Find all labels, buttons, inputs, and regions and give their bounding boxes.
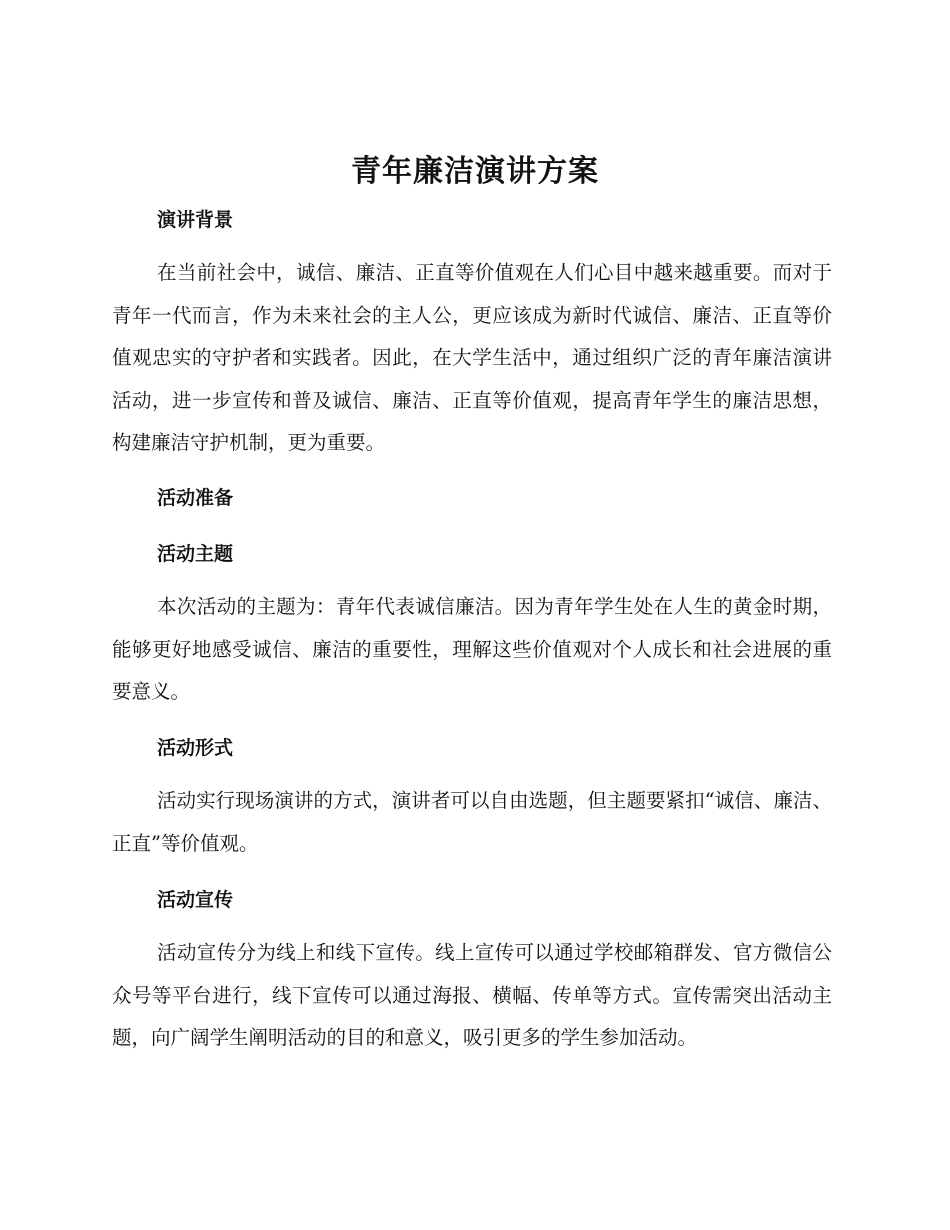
section-paragraph-speech-background: 在当前社会中，诚信、廉洁、正直等价值观在人们心目中越来越重要。而对于青年一代而言，作为未来社会的主人公，更应该成为新时代诚信、廉洁、正直等价值观忠实的守护者和实践者。因此，在大学生活中，通过组织广泛的青年廉洁演讲活动，进一步宣传和普及诚信、廉洁、正直等价值观，提高青年学生的廉洁思想，构建廉洁守护机制，更为重要。 [112,261,832,455]
section-heading-speech-background: 演讲背景 [157,209,234,231]
section-paragraph-activity-promotion: 活动宣传分为线上和线下宣传。线上宣传可以通过学校邮箱群发、官方微信公众号等平台进行，线下宣传可以通过海报、横幅、传单等方式。宣传需突出活动主题，向广阔学生阐明活动的目的和意义，吸引更多的学生参加活动。 [112,941,832,1050]
section-paragraph-activity-theme: 本次活动的主题为：青年代表诚信廉洁。因为青年学生处在人生的黄金时期，能够更好地感受诚信、廉洁的重要性，理解这些价值观对个人成长和社会进展的重要意义。 [112,595,832,704]
section-heading-activity-promotion: 活动宣传 [157,889,234,911]
section-heading-activity-format: 活动形式 [157,737,234,759]
section-heading-activity-preparation: 活动准备 [157,487,234,509]
document-title: 青年廉洁演讲方案 [351,154,599,189]
section-heading-activity-theme: 活动主题 [157,543,234,565]
section-paragraph-activity-format: 活动实行现场演讲的方式，演讲者可以自由选题，但主题要紧扣“诚信、廉洁、正直”等价值观。 [112,789,832,855]
